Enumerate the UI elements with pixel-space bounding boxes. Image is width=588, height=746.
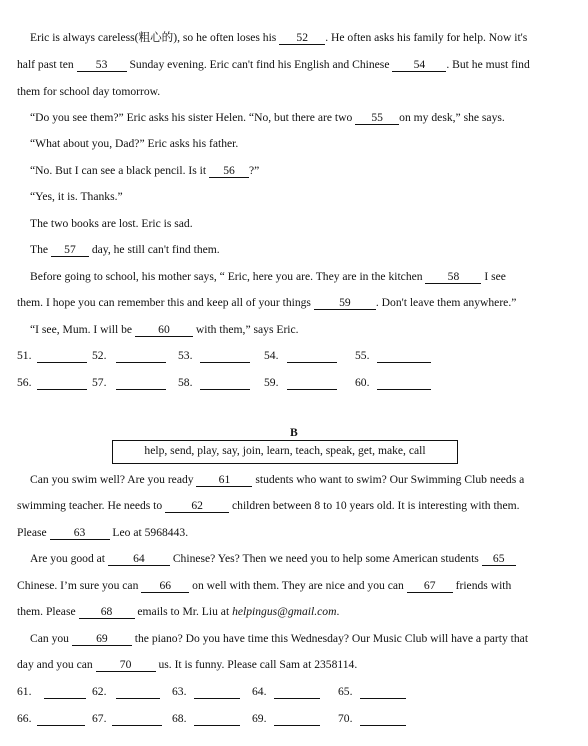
a-p1-line1: Eric is always careless(粗心的), so he often loses his 52 . He often asks his family for help. Now it's [30, 31, 528, 44]
blank-53[interactable]: 53 [77, 58, 127, 72]
answer-line-61[interactable] [44, 685, 86, 699]
answer-line-54[interactable] [287, 349, 337, 363]
blank-57[interactable]: 57 [51, 243, 89, 257]
b-p1-line3: Please 63 Leo at 5968443. [17, 526, 189, 539]
answer-line-66[interactable] [37, 712, 85, 726]
a-p2: “Do you see them?” Eric asks his sister Helen. “No, but there are two 55 on my desk,” she says. [30, 111, 505, 124]
blank-69[interactable]: 69 [72, 632, 132, 646]
b-p2-line1: Are you good at 64 Chinese? Yes? Then we need you to help some American students 65 [30, 552, 516, 566]
answer-line-57[interactable] [116, 376, 166, 390]
section-b-heading: B [290, 426, 298, 439]
answer-label-59: 59. [264, 376, 279, 389]
answer-label-55: 55. [355, 349, 370, 362]
b-answer-row-1 [0, 685, 588, 701]
answer-label-68: 68. [172, 712, 187, 725]
answer-line-65[interactable] [360, 685, 406, 699]
blank-54[interactable]: 54 [392, 58, 446, 72]
answer-line-69[interactable] [274, 712, 320, 726]
blank-67[interactable]: 67 [407, 579, 453, 593]
answer-line-67[interactable] [112, 712, 162, 726]
answer-line-52[interactable] [116, 349, 166, 363]
b-p1-line2: swimming teacher. He needs to 62 children between 8 to 10 years old. It is interesting with them. [17, 499, 520, 512]
word-bank-box: help, send, play, say, join, learn, teach, speak, get, make, call [112, 440, 458, 464]
blank-62[interactable]: 62 [165, 499, 229, 513]
blank-66[interactable]: 66 [141, 579, 189, 593]
answer-label-51: 51. [17, 349, 32, 362]
answer-label-60: 60. [355, 376, 370, 389]
answer-label-54: 54. [264, 349, 279, 362]
answer-line-60[interactable] [377, 376, 431, 390]
blank-70[interactable]: 70 [96, 658, 156, 672]
answer-label-52: 52. [92, 349, 107, 362]
answer-label-69: 69. [252, 712, 267, 725]
answer-line-64[interactable] [274, 685, 320, 699]
answer-line-63[interactable] [194, 685, 240, 699]
a-p5: “Yes, it is. Thanks.” [30, 190, 123, 203]
blank-56[interactable]: 56 [209, 164, 249, 178]
blank-60[interactable]: 60 [135, 323, 193, 337]
answer-label-61: 61. [17, 685, 32, 698]
answer-label-57: 57. [92, 376, 107, 389]
answer-label-58: 58. [178, 376, 193, 389]
answer-label-62: 62. [92, 685, 107, 698]
blank-59[interactable]: 59 [314, 296, 376, 310]
answer-line-62[interactable] [116, 685, 160, 699]
a-p7: The 57 day, he still can't find them. [30, 243, 220, 256]
answer-line-56[interactable] [37, 376, 87, 390]
a-answer-row-1 [0, 349, 588, 365]
answer-line-59[interactable] [287, 376, 337, 390]
a-p1-line2: half past ten 53 Sunday evening. Eric can't find his English and Chinese 54 . But he must find [17, 58, 530, 71]
a-p1-line3: them for school day tomorrow. [17, 85, 161, 98]
a-p3: “What about you, Dad?” Eric asks his father. [30, 137, 239, 150]
answer-line-58[interactable] [200, 376, 250, 390]
blank-63[interactable]: 63 [50, 526, 110, 540]
a-p4: “No. But I can see a black pencil. Is it 56 ?” [30, 164, 260, 177]
b-answer-row-2 [0, 712, 588, 728]
answer-label-66: 66. [17, 712, 32, 725]
blank-58[interactable]: 58 [425, 270, 481, 284]
blank-61[interactable]: 61 [196, 473, 252, 487]
b-p2-line3: them. Please 68 emails to Mr. Liu at helpingus@gmail.com. [17, 605, 340, 618]
blank-55[interactable]: 55 [355, 111, 399, 125]
b-p2-line2: Chinese. I’m sure you can 66 on well with them. They are nice and you can 67 friends with [17, 579, 512, 592]
blank-68[interactable]: 68 [79, 605, 135, 619]
answer-label-56: 56. [17, 376, 32, 389]
answer-label-70: 70. [338, 712, 353, 725]
a-p9: “I see, Mum. I will be 60 with them,” says Eric. [30, 323, 299, 336]
answer-label-65: 65. [338, 685, 353, 698]
answer-label-64: 64. [252, 685, 267, 698]
b-p3-line1: Can you 69 the piano? Do you have time this Wednesday? Our Music Club will have a party that [30, 632, 529, 645]
a-p8-line2: them. I hope you can remember this and keep all of your things 59 . Don't leave them anywhere.” [17, 296, 517, 309]
b-p3-line2: day and you can 70 us. It is funny. Please call Sam at 2358114. [17, 658, 358, 671]
blank-65[interactable]: 65 [482, 552, 516, 566]
answer-line-70[interactable] [360, 712, 406, 726]
answer-label-63: 63. [172, 685, 187, 698]
answer-label-67: 67. [92, 712, 107, 725]
answer-line-53[interactable] [200, 349, 250, 363]
blank-64[interactable]: 64 [108, 552, 170, 566]
answer-line-68[interactable] [194, 712, 240, 726]
a-p6: The two books are lost. Eric is sad. [30, 217, 193, 230]
b-p1-line1: Can you swim well? Are you ready 61 students who want to swim? Our Swimming Club needs a [30, 473, 525, 486]
answer-label-53: 53. [178, 349, 193, 362]
a-answer-row-2 [0, 376, 588, 392]
email-address[interactable]: helpingus@gmail.com [232, 605, 337, 618]
answer-line-51[interactable] [37, 349, 87, 363]
blank-52[interactable]: 52 [279, 31, 325, 45]
answer-line-55[interactable] [377, 349, 431, 363]
a-p8-line1: Before going to school, his mother says, “ Eric, here you are. They are in the kitchen 58 I see [30, 270, 506, 283]
